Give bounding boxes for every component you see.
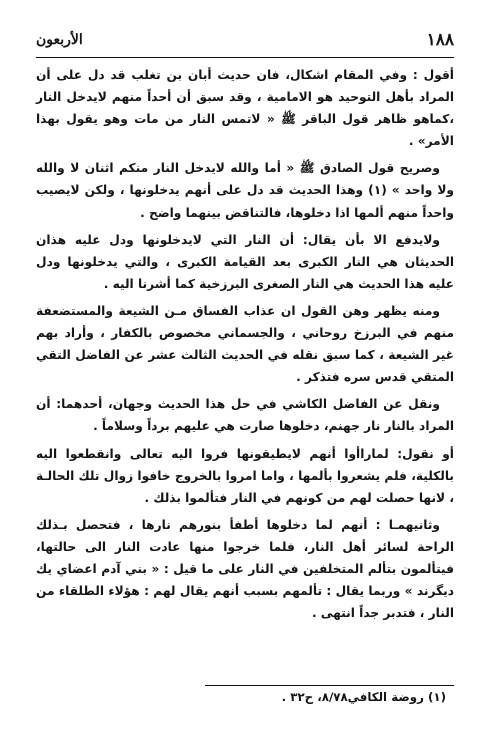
footnote-1: (١) روضة الكافي٨/٧٨، ح٣٢ . — [281, 690, 446, 704]
paragraph-3: ولايدفع الا بأن يقال: أن النار التي لايدخلونها ودل عليه هذان الحديثان هي النار الكبرى بعد القيامة الكبرى ، والتي يدخلونها ودل عليه هذا الحديث هي النار الصغرى البرزخية كما أشرنا اليه . — [36, 232, 454, 291]
footnote-divider — [205, 685, 454, 686]
paragraph-4: ومنه يظهر وهن القول ان عذاب الفساق مـن الشيعة والمستضعفة منهم في البرزخ روحاني ، والجسماني مخصوص بالكفار ، وأراد بهم غير الشيعة ، كما سبق نقله في الحديث الثالث عشر عن الفاضل التقي المتقي قدس سره فتذكر . — [36, 303, 454, 385]
page-number: ١٨٨ — [426, 30, 454, 50]
running-title: الأربعون — [36, 32, 83, 48]
header-divider — [36, 57, 454, 58]
main-text — [36, 64, 454, 629]
paragraph-1: أقول : وفي المقام اشكال، فان حديث أبان بن تغلب قد دل على أن المراد بأهل التوحيد هو الامامية ، وقد سبق أن أحداً منهم لايدخل النار ،كماهو ظاهر قول الباقر ﷺ « لاتمس النار من مات وهو يقول بهذا الأمر» . — [36, 68, 454, 149]
paragraph-5: ونقل عن الفاضل الكاشي في حل هذا الحديث وجهان، أحدهما: أن المراد بالنار نار جهنم، دخلوها صارت هي عليهم برداً وسلاماً . — [36, 397, 454, 434]
paragraph-6: أو نقول: لماراأوا أنهم لايطيقونها فروا اليه تعالى وانقطعوا اليه بالكلية، فلم يشعروا بألمها ، واما امروا بالخروج خافوا زوال تلك الحالـة ، لانها حصلت لهم من كونهم في النار فتألموا بذلك . — [36, 446, 454, 505]
paragraph-2: وصريح قول الصادق ﷺ « أما والله لايدخل النار منكم اثنان لا والله ولا واحد » (١) وهذا الحديث قد دل على أنهم يدخلونها ، ولكن لايصيب واحداً منهم ألمها اذا دخلوها، فالتناقض بينهما واضح . — [36, 161, 454, 220]
page-header — [36, 30, 454, 54]
paragraph-7: وثانيهمـا : أنهم لما دخلوها أطفأ بنورهم نارها ، فتحصل بـذلك الراحة لسائر أهل النار، فلما خرجوا منها عادت النار الى حالتها، فيتألمون بتألم المتخلفين في النار على ما قيل : « بني آدم اعضاي يك ديگرند » وربما يقال : تألمهم بسبب أنهم يقال لهم : هؤلاء الطلقاء من النار ، فتدبر جداً انتهى . — [36, 517, 454, 621]
